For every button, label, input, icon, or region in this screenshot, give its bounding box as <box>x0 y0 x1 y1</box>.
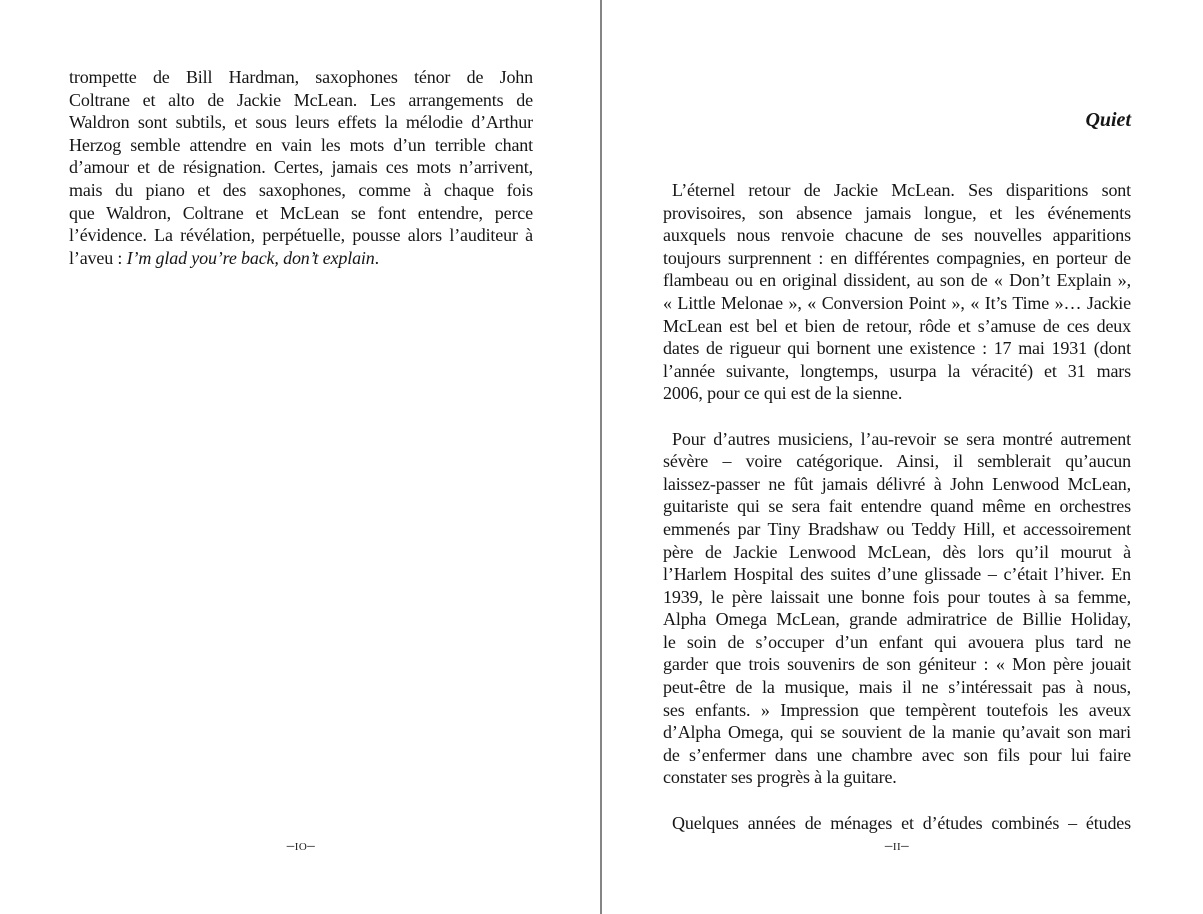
text-line <box>663 766 1131 789</box>
text-line <box>69 224 533 247</box>
text-segment: 2006, pour ce qui est de la sienne. <box>663 383 903 404</box>
text-segment: Waldron sont subtils, et sous leurs effets la mélodie d’Arthur <box>69 112 533 133</box>
text-segment: « Little Melonae », « Conversion Point », « It’s Time »… Jackie <box>663 292 1131 313</box>
text-line <box>69 202 533 225</box>
text-line <box>663 337 1131 360</box>
text-segment: 1939, le père laissait une bonne fois pour toutes à sa femme, <box>663 586 1131 607</box>
text-segment: Quelques années de ménages et d’études combinés – études <box>672 812 1131 833</box>
text-line <box>69 247 533 270</box>
text-segment: l’année suivante, longtemps, usurpa la véracité) et 31 mars <box>663 360 1131 381</box>
text-line <box>663 541 1131 564</box>
text-line <box>69 156 533 179</box>
text-segment: L’éternel retour de Jackie McLean. Ses disparitions sont <box>672 180 1131 200</box>
text-line <box>663 450 1131 473</box>
text-segment: mais du piano et des saxophones, comme à chaque fois <box>69 179 533 200</box>
text-line <box>663 247 1131 270</box>
text-line <box>69 111 533 134</box>
text-segment: le soin de s’occuper d’un enfant qui avouera plus tard ne <box>663 631 1131 652</box>
italic-text-segment: I’m glad you’re back, don’t explain <box>126 247 375 268</box>
text-segment: Pour d’autres musiciens, l’au-revoir se sera montré autrement <box>672 428 1131 449</box>
text-segment: garder que trois souvenirs de son géniteur : « Mon père jouait <box>663 654 1131 675</box>
text-line <box>69 179 533 202</box>
text-segment: Herzog semble attendre en vain les mots d’un terrible chant <box>69 134 533 155</box>
text-segment: de s’enfermer dans une chambre avec son fils pour lui faire <box>663 744 1131 765</box>
text-line <box>69 89 533 112</box>
right-page-text <box>663 179 1131 834</box>
text-segment: toujours surprennent : en différentes compagnies, en porteur de <box>663 247 1131 268</box>
text-segment: dates de rigueur qui bornent une existence : 17 mai 1931 (dont <box>663 338 1131 359</box>
text-line <box>663 292 1131 315</box>
text-segment: emmenés par Tiny Bradshaw ou Teddy Hill, et accessoirement <box>663 518 1131 539</box>
text-segment: peut-être de la musique, mais il ne s’intéressait pas à nous, <box>663 677 1131 698</box>
text-line <box>69 134 533 157</box>
text-line <box>663 812 1131 835</box>
right-page <box>602 0 1203 914</box>
text-segment: Coltrane et alto de Jackie McLean. Les arrangements de <box>69 89 533 110</box>
paragraph <box>69 66 533 269</box>
text-line <box>663 428 1131 451</box>
text-line <box>663 563 1131 586</box>
text-segment: l’évidence. La révélation, perpétuelle, pousse alors l’auditeur à <box>69 225 533 246</box>
text-segment: trompette de Bill Hardman, saxophones ténor de John <box>69 67 533 87</box>
text-line <box>663 473 1131 496</box>
text-segment: McLean est bel et bien de retour, rôde et s’amuse de ces deux <box>663 315 1131 336</box>
text-line <box>663 495 1131 518</box>
text-line <box>663 202 1131 225</box>
text-line <box>663 518 1131 541</box>
page-number-right: –ii– <box>884 838 910 854</box>
text-line <box>69 66 533 89</box>
text-segment: père de Jackie Lenwood McLean, dès lors qu’il mourut à <box>663 541 1131 562</box>
text-segment: l’aveu : <box>69 247 127 268</box>
text-segment: flambeau ou en original dissident, au son de « Don’t Explain », <box>663 270 1131 291</box>
text-line <box>663 653 1131 676</box>
text-segment: auxquels nous renvoie chacune de ses nouvelles apparitions <box>663 225 1131 246</box>
text-line <box>663 382 1131 405</box>
text-line <box>663 721 1131 744</box>
paragraph <box>663 812 1131 835</box>
text-line <box>663 631 1131 654</box>
paragraph <box>663 428 1131 790</box>
text-segment: que Waldron, Coltrane et McLean se font entendre, perce <box>69 202 533 223</box>
text-segment: l’Harlem Hospital des suites d’une glissade – c’était l’hiver. En <box>663 564 1131 585</box>
text-segment: laissez-passer ne fût jamais délivré à John Lenwood McLean, <box>663 473 1131 494</box>
page-number-left: –io– <box>286 838 316 854</box>
left-page-text <box>69 66 533 269</box>
paragraph <box>663 179 1131 405</box>
text-line <box>663 315 1131 338</box>
text-segment: provisoires, son absence jamais longue, et les événements <box>663 202 1131 223</box>
text-segment: . <box>374 247 379 268</box>
text-segment: sévère – voire catégorique. Ainsi, il semblerait qu’aucun <box>663 451 1131 472</box>
text-line <box>663 744 1131 767</box>
text-line <box>663 586 1131 609</box>
text-line <box>663 608 1131 631</box>
text-segment: d’Alpha Omega, qui se souvient de la manie qu’avait son mari <box>663 722 1131 743</box>
text-line <box>663 360 1131 383</box>
text-line <box>663 676 1131 699</box>
text-segment: Alpha Omega McLean, grande admiratrice de Billie Holiday, <box>663 609 1131 630</box>
text-segment: ses enfants. » Impression que tempèrent toutefois les aveux <box>663 699 1131 720</box>
text-segment: d’amour et de résignation. Certes, jamais ces mots n’arrivent, <box>69 157 533 178</box>
chapter-heading: Quiet <box>1085 109 1131 131</box>
text-segment: guitariste qui se sera fait entendre quand même en orchestres <box>663 496 1131 517</box>
text-line <box>663 699 1131 722</box>
text-line <box>663 269 1131 292</box>
left-page <box>0 0 600 914</box>
text-segment: constater ses progrès à la guitare. <box>663 767 897 788</box>
text-line <box>663 179 1131 202</box>
text-line <box>663 224 1131 247</box>
